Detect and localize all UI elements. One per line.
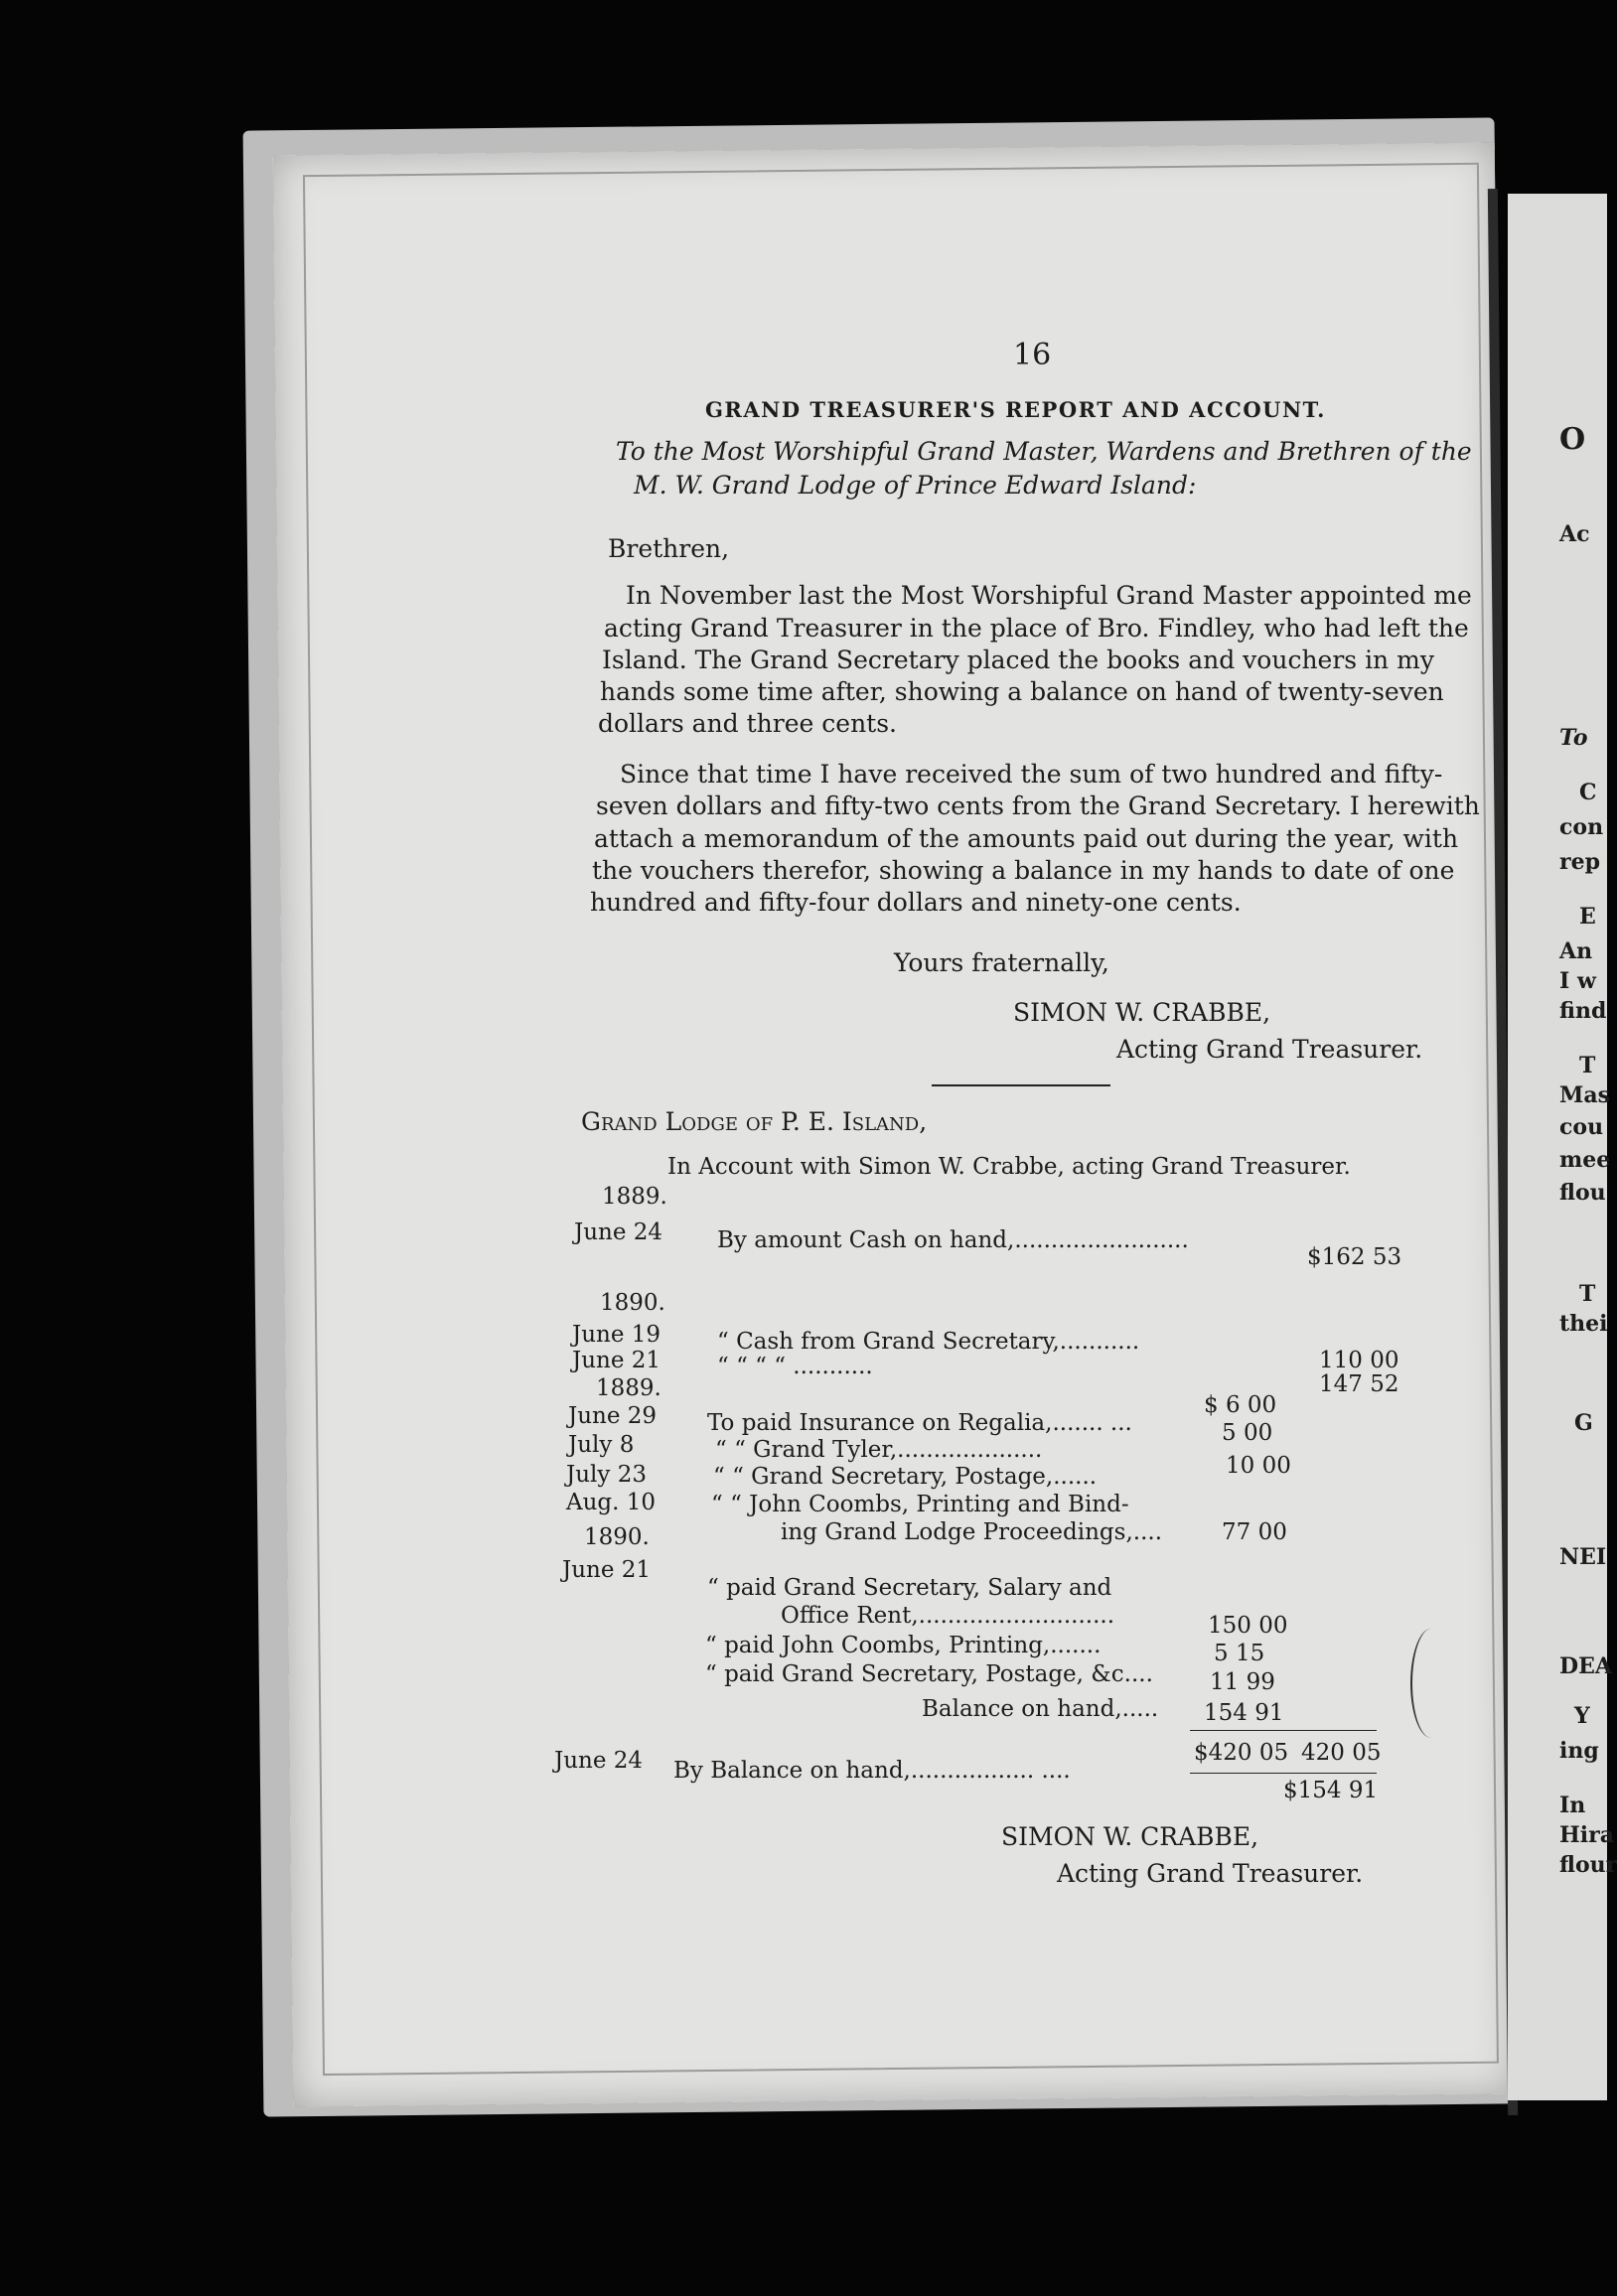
ledger-description: “ paid Grand Secretary, Salary and bbox=[707, 1575, 1112, 1601]
ledger-date: July 8 bbox=[568, 1432, 635, 1458]
report-title: GRAND TREASURER'S REPORT AND ACCOUNT. bbox=[705, 397, 1326, 422]
right-fragment: T bbox=[1579, 1281, 1596, 1307]
right-fragment: DEA bbox=[1559, 1653, 1612, 1679]
ledger-description: By amount Cash on hand,........................ bbox=[717, 1227, 1189, 1253]
account-subheader: In Account with Simon W. Crabbe, acting Grand Treasurer. bbox=[667, 1154, 1351, 1180]
ledger-date: June 24 bbox=[554, 1748, 644, 1774]
account-header: Grand Lodge of P. E. Island, bbox=[581, 1107, 928, 1136]
ledger-description: “ paid John Coombs, Printing,....... bbox=[705, 1633, 1102, 1658]
ledger-amount-debit: 150 00 bbox=[1208, 1613, 1288, 1639]
paragraph-1-line: Island. The Grand Secretary placed the books and vouchers in my bbox=[602, 646, 1434, 674]
right-fragment: mee bbox=[1559, 1147, 1611, 1173]
paragraph-2-line: seven dollars and fifty-two cents from the Grand Secretary. I herewith bbox=[596, 791, 1480, 820]
right-fragment: flou bbox=[1559, 1180, 1606, 1206]
ledger-description: “ “ John Coombs, Printing and Bind- bbox=[711, 1492, 1129, 1517]
ledger-date: 1890. bbox=[600, 1290, 665, 1316]
ledger-amount-credit: 147 52 bbox=[1319, 1371, 1399, 1397]
paragraph-2-line: the vouchers therefor, showing a balance in my hands to date of one bbox=[592, 856, 1455, 885]
ledger-date: June 19 bbox=[572, 1322, 662, 1348]
ledger-amount-debit: 5 15 bbox=[1214, 1641, 1265, 1666]
right-fragment: An bbox=[1559, 938, 1593, 964]
ledger-description: “ “ “ “ ........... bbox=[717, 1354, 873, 1379]
right-fragment: E bbox=[1579, 904, 1596, 930]
ledger-amount-credit: 110 00 bbox=[1319, 1348, 1399, 1373]
pencil-mark bbox=[1410, 1629, 1452, 1738]
ledger-date: June 24 bbox=[574, 1220, 663, 1245]
ledger-description: “ paid Grand Secretary, Postage, &c.... bbox=[705, 1661, 1153, 1687]
ledger-amount-credit: $162 53 bbox=[1307, 1244, 1402, 1270]
right-fragment: con bbox=[1559, 814, 1604, 840]
right-fragment: cou bbox=[1559, 1114, 1604, 1140]
ledger-description: Office Rent,........................... bbox=[781, 1603, 1115, 1629]
ledger-amount-debit: $ 6 00 bbox=[1204, 1392, 1277, 1418]
ledger-description: ing Grand Lodge Proceedings,.... bbox=[781, 1519, 1163, 1545]
ledger-date: June 29 bbox=[568, 1403, 658, 1429]
paragraph-1-line: hands some time after, showing a balance on hand of twenty-seven bbox=[600, 677, 1444, 706]
signature-title: Acting Grand Treasurer. bbox=[1116, 1035, 1423, 1064]
right-fragment: Mas bbox=[1559, 1082, 1610, 1108]
right-fragment: flour bbox=[1559, 1852, 1617, 1878]
ledger-amount-debit: 10 00 bbox=[1226, 1453, 1291, 1479]
total-credit: 420 05 bbox=[1301, 1740, 1382, 1766]
right-fragment: Y bbox=[1574, 1703, 1590, 1729]
account-signature-title: Acting Grand Treasurer. bbox=[1057, 1859, 1364, 1888]
ledger-date: June 21 bbox=[562, 1557, 652, 1583]
ledger-description: By Balance on hand,................. .... bbox=[673, 1758, 1071, 1784]
right-fragment: T bbox=[1579, 1053, 1596, 1078]
right-fragment: Hira bbox=[1559, 1822, 1614, 1848]
ledger-description: To paid Insurance on Regalia,....... ... bbox=[707, 1410, 1132, 1436]
paragraph-2-line: attach a memorandum of the amounts paid out during the year, with bbox=[594, 824, 1459, 853]
right-fragment: ing bbox=[1559, 1738, 1599, 1764]
paragraph-2-line: hundred and fifty-four dollars and ninety-one cents. bbox=[590, 888, 1242, 917]
right-fragment: find bbox=[1559, 998, 1607, 1024]
address-line-1: To the Most Worshipful Grand Master, Wardens and Brethren of the bbox=[616, 437, 1472, 466]
ledger-description: Balance on hand,..... bbox=[922, 1696, 1159, 1722]
right-fragment: Ac bbox=[1559, 521, 1590, 547]
salutation: Brethren, bbox=[608, 534, 730, 563]
ledger-date: July 23 bbox=[566, 1462, 647, 1488]
ledger-date: 1889. bbox=[596, 1375, 662, 1401]
right-fragment: To bbox=[1559, 725, 1588, 751]
page-number: 16 bbox=[1013, 338, 1052, 372]
ledger-date: Aug. 10 bbox=[566, 1490, 657, 1515]
right-fragment: In bbox=[1559, 1793, 1586, 1818]
final-balance: $154 91 bbox=[1283, 1778, 1379, 1803]
ledger-date: 1889. bbox=[602, 1184, 667, 1210]
signature-name: SIMON W. CRABBE, bbox=[1013, 998, 1271, 1027]
account-signature-name: SIMON W. CRABBE, bbox=[1001, 1822, 1259, 1851]
paragraph-1-line: acting Grand Treasurer in the place of Bro. Findley, who had left the bbox=[604, 614, 1469, 643]
ledger-amount-debit: 77 00 bbox=[1222, 1519, 1287, 1545]
ledger-description: “ “ Grand Secretary, Postage,...... bbox=[713, 1464, 1098, 1490]
divider bbox=[932, 1084, 1110, 1086]
right-fragment: thei bbox=[1559, 1311, 1608, 1337]
right-fragment: G bbox=[1574, 1410, 1593, 1436]
paragraph-1-line: In November last the Most Worshipful Grand Master appointed me bbox=[626, 581, 1472, 610]
ledger-amount-debit: 5 00 bbox=[1222, 1420, 1273, 1446]
right-fragment: C bbox=[1579, 780, 1597, 805]
total-debit: $420 05 bbox=[1194, 1740, 1289, 1766]
ledger-description: “ “ Grand Tyler,.................... bbox=[715, 1437, 1043, 1463]
ledger-amount-debit: 154 91 bbox=[1204, 1700, 1284, 1726]
ledger-amount-debit: 11 99 bbox=[1210, 1669, 1275, 1695]
right-fragment: O bbox=[1559, 422, 1586, 457]
closing: Yours fraternally, bbox=[894, 948, 1109, 977]
ledger-date: 1890. bbox=[584, 1524, 650, 1550]
right-fragment: I w bbox=[1559, 968, 1596, 994]
ledger-description: “ Cash from Grand Secretary,........... bbox=[717, 1329, 1140, 1355]
right-fragment: rep bbox=[1559, 849, 1600, 875]
total-rule-bottom bbox=[1190, 1773, 1377, 1774]
paragraph-2-line: Since that time I have received the sum of two hundred and fifty- bbox=[620, 760, 1443, 789]
paragraph-1-line: dollars and three cents. bbox=[598, 709, 897, 738]
total-rule bbox=[1190, 1730, 1377, 1731]
address-line-2: M. W. Grand Lodge of Prince Edward Island: bbox=[634, 471, 1197, 500]
right-fragment: NEI bbox=[1559, 1544, 1607, 1570]
ledger-date: June 21 bbox=[572, 1348, 662, 1373]
